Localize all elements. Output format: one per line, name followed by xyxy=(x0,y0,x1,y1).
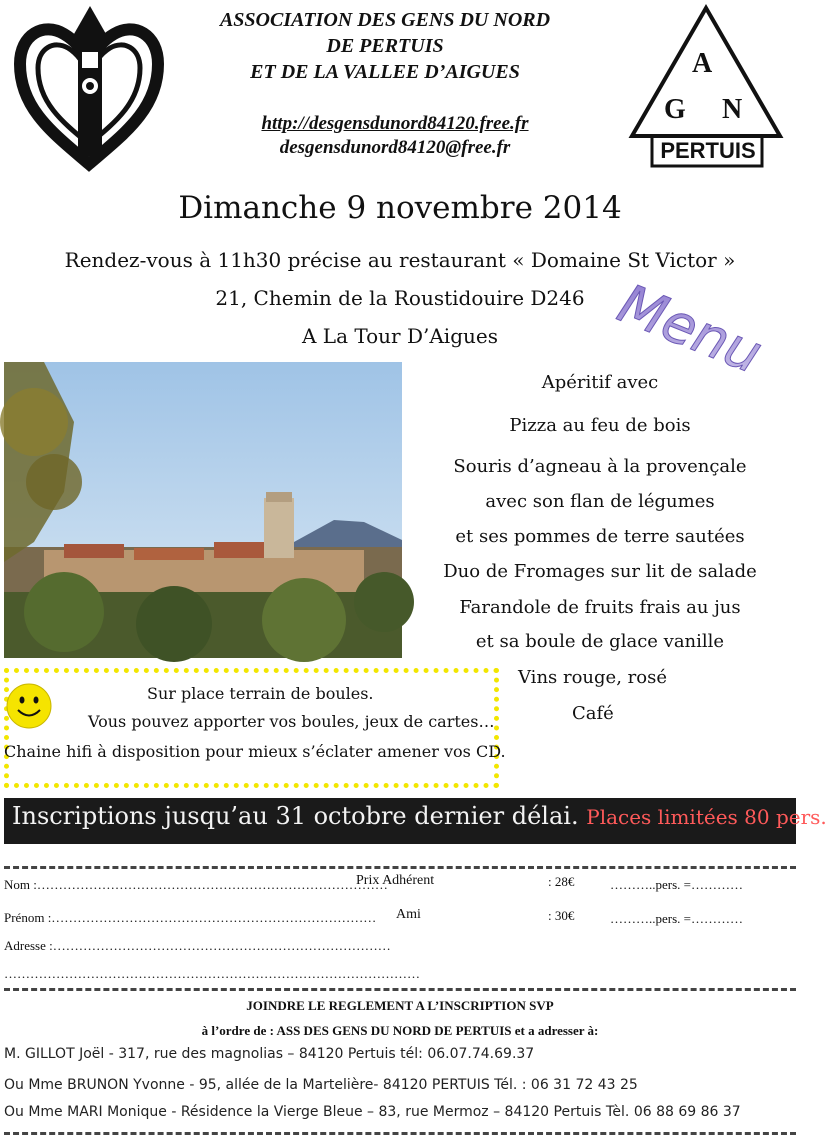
menu-word-text: Menu xyxy=(609,271,771,386)
village-photo xyxy=(4,362,402,658)
heart-tower-logo-icon xyxy=(14,4,164,174)
event-date-title: Dimanche 9 novembre 2014 xyxy=(178,190,622,226)
dashed-cut-line-top xyxy=(4,866,796,869)
menu-item: avec son flan de légumes xyxy=(485,491,715,512)
menu-item: Duo de Fromages sur lit de salade xyxy=(443,561,757,582)
menu-item: Café xyxy=(572,703,614,724)
registration-banner-text xyxy=(12,802,827,830)
contact-address: M. GILLOT Joël - 317, rue des magnolias – 84120 Pertuis tél: 06.07.74.69.37 xyxy=(4,1046,535,1062)
menu-item: Vins rouge, rosé xyxy=(518,667,667,688)
smiley-icon xyxy=(6,683,52,729)
form-ami-label: Ami xyxy=(396,907,421,922)
menu-item: Souris d’agneau à la provençale xyxy=(453,456,747,477)
rendezvous-line: Rendez-vous à 11h30 précise au restaurant « Domaine St Victor » xyxy=(64,248,736,272)
form-pers-ami[interactable]: ………..pers. =………… xyxy=(610,911,743,926)
boules-line1: Sur place terrain de boules. xyxy=(147,684,374,703)
logo-letter-n: N xyxy=(722,94,743,125)
logo-letter-g: G xyxy=(664,94,686,125)
form-pers-adherent[interactable]: ………..pers. =………… xyxy=(610,877,743,892)
agn-triangle-logo xyxy=(626,4,786,170)
restaurant-town: A La Tour D’Aigues xyxy=(301,324,498,348)
menu-item: et ses pommes de terre sautées xyxy=(455,526,745,547)
form-prix-label: Prix Adhérent xyxy=(356,873,435,888)
association-name-line1: ASSOCIATION DES GENS DU NORD xyxy=(219,9,551,31)
places-limit: Places limitées 80 pers. xyxy=(586,805,827,829)
website-link[interactable]: http://desgensdunord84120.free.fr xyxy=(261,113,529,134)
logo-city: PERTUIS xyxy=(660,138,756,163)
form-price-adherent: : 28€ xyxy=(548,874,575,889)
dashed-cut-line-middle xyxy=(4,988,796,991)
joindre-reglement: JOINDRE LE REGLEMENT A L’INSCRIPTION SVP xyxy=(246,998,554,1013)
email-link[interactable]: desgensdunord84120@free.fr xyxy=(279,137,511,158)
boules-line3: Chaine hifi à disposition pour mieux s’éclater amener vos CD. xyxy=(4,742,506,761)
association-name-line3: ET DE LA VALLEE D’AIGUES xyxy=(250,61,520,83)
ordre-line: à l’ordre de : ASS DES GENS DU NORD DE PERTUIS et a adresser à: xyxy=(201,1023,599,1038)
menu-item: et sa boule de glace vanille xyxy=(475,631,725,652)
form-nom-field[interactable]: Nom :……………………………………………………………………… xyxy=(4,877,388,892)
menu-item: Farandole de fruits frais au jus xyxy=(459,597,741,618)
restaurant-address: 21, Chemin de la Roustidouire D246 xyxy=(215,286,585,310)
registration-deadline: Inscriptions jusqu’au 31 octobre dernier délai. xyxy=(12,802,579,830)
form-adresse-line2[interactable]: …………………………………………………………………………………… xyxy=(4,966,420,981)
form-price-ami: : 30€ xyxy=(548,908,575,923)
menu-item: Apéritif avec xyxy=(541,372,659,393)
menu-item: Pizza au feu de bois xyxy=(509,415,691,436)
association-name-line2: DE PERTUIS xyxy=(326,35,444,57)
logo-letter-a: A xyxy=(692,48,713,79)
form-adresse-field[interactable]: Adresse :…………………………………………………………………… xyxy=(4,938,391,953)
dashed-cut-line-bottom xyxy=(4,1132,796,1135)
form-prenom-field[interactable]: Prénom :………………………………………………………………… xyxy=(4,910,377,925)
contact-address: Ou Mme BRUNON Yvonne - 95, allée de la Martelière- 84120 PERTUIS Tél. : 06 31 72 43 25 xyxy=(4,1077,638,1093)
contact-address: Ou Mme MARI Monique - Résidence la Vierge Bleue – 83, rue Mermoz – 84120 Pertuis Tèl. 06 88 69 86 37 xyxy=(4,1104,741,1120)
boules-line2: Vous pouvez apporter vos boules, jeux de cartes… xyxy=(88,712,495,731)
